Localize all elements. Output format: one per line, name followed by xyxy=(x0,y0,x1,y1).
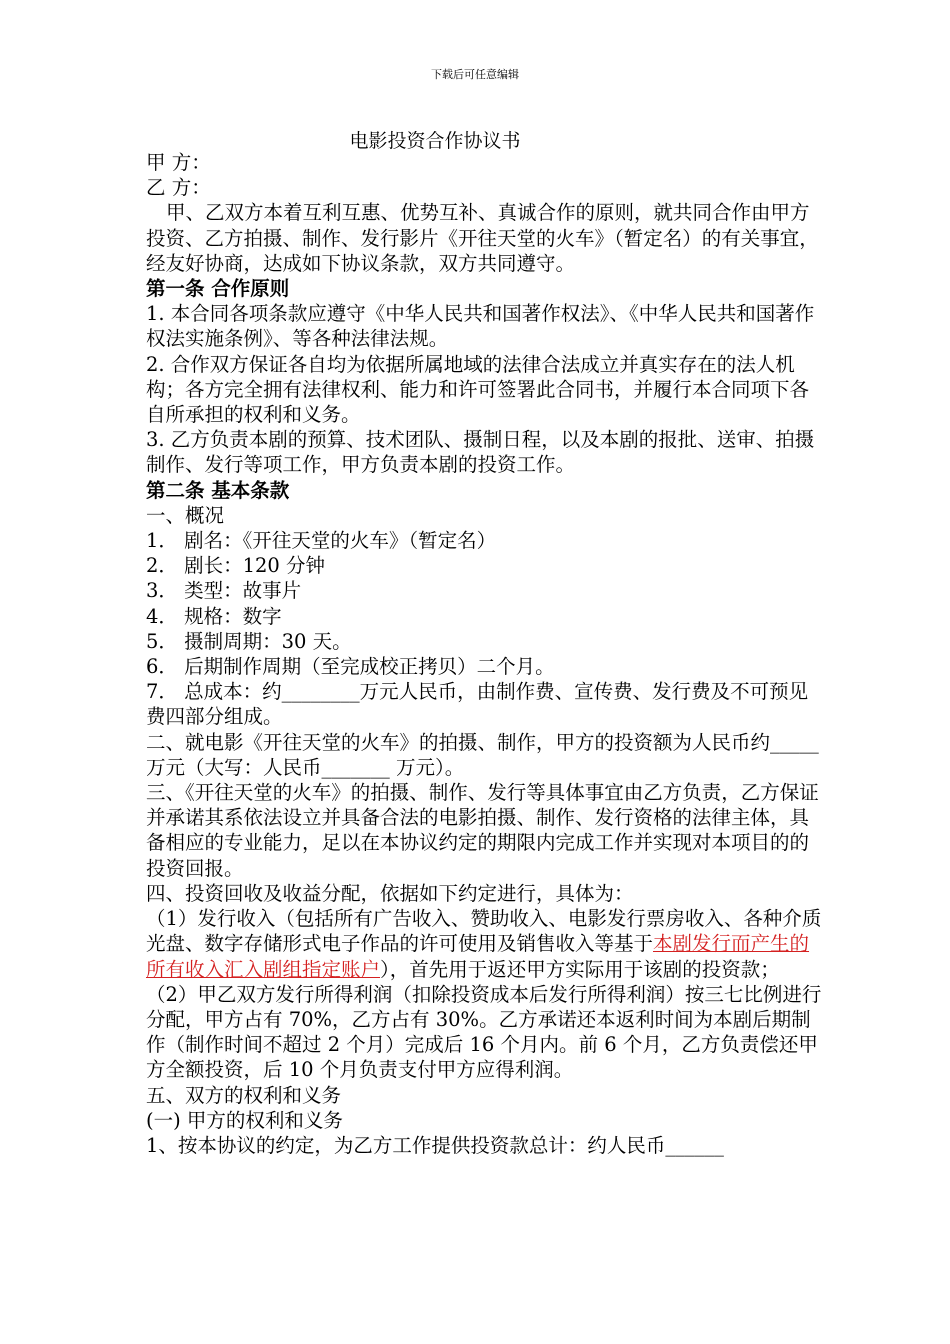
section3-paragraph: 三、《开往天堂的火车》的拍摄、制作、发行等具体事宜由乙方负责，乙方保证并承诺其系依法设立并具备合法的电影拍摄、制作、发行资格的法律主体，具备相应的专业能力，足以在本协议约定的期限内完成工作并实现对本项目的的投资回报。 xyxy=(146,781,819,880)
article2-title: 第二条 基本条款 xyxy=(146,478,290,502)
section2-paragraph: 二、就电影《开往天堂的火车》的拍摄、制作，甲方的投资额为人民币约_____万元（大写：人民币_______ 万元）。 xyxy=(146,730,819,779)
section4-item1-highlight: 本剧发行而产生的所有收入汇入剧组指定账户 xyxy=(146,932,810,981)
overview-item: 6． 后期制作周期（至完成校正拷贝）二个月。 xyxy=(146,655,555,679)
overview-item: 2． 剧长：120 分钟 xyxy=(146,554,326,578)
section5-sub1-heading: (一) 甲方的权利和义务 xyxy=(146,1108,343,1132)
overview-item: 3． 类型：故事片 xyxy=(146,579,302,603)
page-header: 下载后可任意编辑 xyxy=(431,68,519,81)
article1-item: 3. 乙方负责本剧的预算、技术团队、摄制日程，以及本剧的报批、送审、拍摄制作、发行等项工作，甲方负责本剧的投资工作。 xyxy=(146,428,815,477)
document-title: 电影投资合作协议书 xyxy=(349,130,521,152)
overview-item: 1． 剧名：《开往天堂的火车》（暂定名） xyxy=(146,529,497,553)
section4-item1 xyxy=(146,906,826,982)
section5-heading: 五、双方的权利和义务 xyxy=(146,1083,342,1107)
overview-item: 5． 摄制周期：30 天。 xyxy=(146,629,352,653)
party-b-line: 乙 方： xyxy=(146,176,211,200)
overview-heading: 一、概况 xyxy=(146,503,225,527)
section4-paragraph: 四、投资回收及收益分配，依据如下约定进行，具体为： xyxy=(146,881,634,905)
overview-item: 7． 总成本：约________万元人民币，由制作费、宣传费、发行费及不可预见费四部分组成。 xyxy=(146,680,809,729)
section4-item2: （2）甲乙双方发行所得利润（扣除投资成本后发行所得利润）按三七比例进行分配，甲方占有 70%，乙方占有 30%。乙方承诺还本返利时间为本剧后期制作（制作时间不超过 2 个月）完成后 16 个月内。前 6 个月，乙方负责偿还甲方全额投资，后 10 个月负责支付甲方应得利润。 xyxy=(146,982,822,1082)
article1-item: 2. 合作双方保证各自均为依据所属地域的法律合法成立并真实存在的法人机构；各方完全拥有法律权利、能力和许可签署此合同书，并履行本合同项下各自所承担的权利和义务。 xyxy=(146,352,810,427)
section4-item1-after: ），首先用于返还甲方实际用于该剧的投资款； xyxy=(380,957,780,981)
article1-title: 第一条 合作原则 xyxy=(146,277,290,301)
document-body xyxy=(146,150,826,1158)
intro-paragraph: 甲、乙双方本着互利互惠、优势互补、真诚合作的原则，就共同合作由甲方投资、乙方拍摄、制作、发行影片《开往天堂的火车》（暂定名）的有关事宜，经友好协商，达成如下协议条款，双方共同遵守。 xyxy=(146,201,819,275)
section4-item1-before: （1）发行收入（包括所有广告收入、赞助收入、电影发行票房收入、各种介质光盘、数字存储形式电子作品的许可使用及销售收入等基于 xyxy=(146,907,822,956)
overview-item: 4． 规格：数字 xyxy=(146,604,282,628)
article1-item: 1. 本合同各项条款应遵守《中华人民共和国著作权法》、《中华人民共和国著作权法实施条例》、等各种法律法规。 xyxy=(146,302,815,351)
section5-sub1-item1: 1、按本协议的约定，为乙方工作提供投资款总计：约人民币______ xyxy=(146,1133,724,1157)
party-a-line: 甲 方： xyxy=(146,151,211,174)
